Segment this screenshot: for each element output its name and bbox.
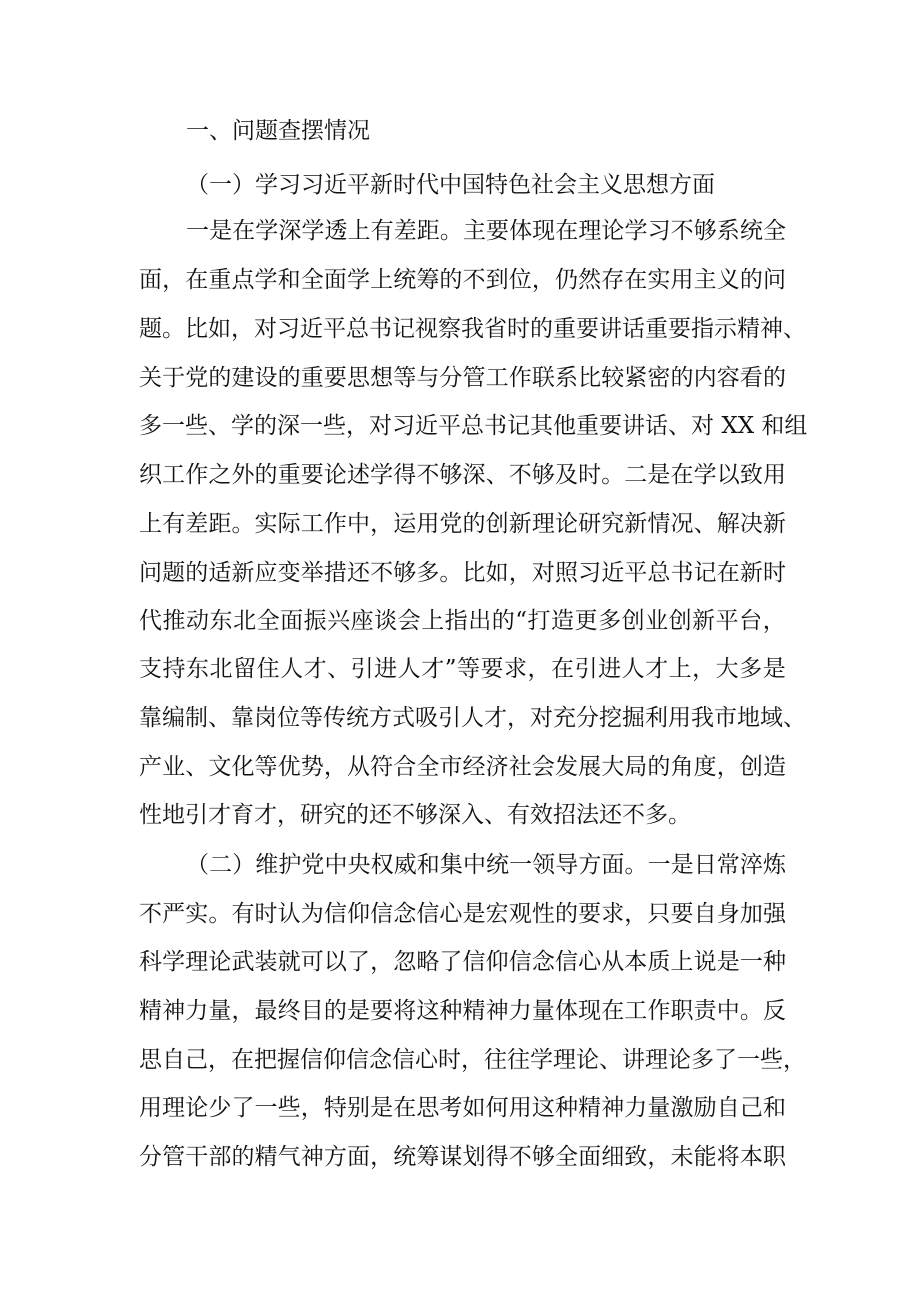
subsection-title: （一）学习习近平新时代中国特色社会主义思想方面 — [186, 172, 715, 198]
paragraph-line: 上 有 差 距 。 实 际 工 作 中 ， 运 用 党 的 创 新 理 论 研 究 新 情 况 、 解 决 新 — [139, 511, 786, 537]
paragraph-line: 一 是 在 学 深 学 透 上 有 差 距 。 主 要 体 现 在 理 论 学 习 不 够 系 统 全 — [186, 218, 786, 244]
paragraph-line: 不 严 实 。 有 时 认 为 信 仰 信 念 信 心 是 宏 观 性 的 要 求 ， 只 要 自 身 加 强 — [139, 901, 786, 927]
paragraph-line: 问 题 的 适 新 应 变 举 措 还 不 够 多 。 比 如 ， 对 照 习 近 平 总 书 记 在 新 时 — [139, 560, 786, 586]
paragraph-line: 科 学 理 论 武 装 就 可 以 了 ， 忽 略 了 信 仰 信 念 信 心 从 本 质 上 说 是 一 种 — [139, 949, 786, 975]
paragraph-line: 面 ， 在 重 点 学 和 全 面 学 上 统 筹 的 不 到 位 ， 仍 然 存 在 实 用 主 义 的 问 — [139, 267, 786, 293]
paragraph-line: 靠 编 制 、 靠 岗 位 等 传 统 方 式 吸 引 人 才 ， 对 充 分 挖 掘 利 用 我 市 地 域 、 — [139, 705, 806, 731]
paragraph-line: 关 于 党 的 建 设 的 重 要 思 想 等 与 分 管 工 作 联 系 比 较 紧 密 的 内 容 看 的 — [139, 365, 786, 391]
paragraph-line: 性地引才育才，研究的还不够深入、有效招法还不多。 — [139, 802, 691, 828]
paragraph-line: 代 推 动 东 北 全 面 振 兴 座 谈 会 上 指 出 的 “ 打 造 更 多 创 业 创 新 平 台 ， — [139, 608, 786, 634]
paragraph-line: 分 管 干 部 的 精 气 神 方 面 ， 统 筹 谋 划 得 不 够 全 面 细 致 ， 未 能 将 本 职 — [139, 1144, 786, 1170]
paragraph-line: 织 工 作 之 外 的 重 要 论 述 学 得 不 够 深 、 不 够 及 时 。 二 是 在 学 以 致 用 — [139, 462, 786, 488]
paragraph-line: 多 一 些 、 学 的 深 一 些 ， 对 习 近 平 总 书 记 其 他 重 要 讲 话 、 对 X X 和 组 — [139, 413, 808, 439]
paragraph-line: 精 神 力 量 ， 最 终 目 的 是 要 将 这 种 精 神 力 量 体 现 在 工 作 职 责 中 。 反 — [139, 998, 786, 1024]
paragraph-line: 产 业 、 文 化 等 优 势 ， 从 符 合 全 市 经 济 社 会 发 展 大 局 的 角 度 ， 创 造 — [139, 754, 786, 780]
paragraph-line: （ 二 ） 维 护 党 中 央 权 威 和 集 中 统 一 领 导 方 面 。 一 是 日 常 淬 炼 — [186, 852, 786, 878]
section-heading: 一、问题查摆情况 — [186, 118, 370, 144]
paragraph-line: 支 持 东 北 留 住 人 才 、 引 进 人 才 ” 等 要 求 ， 在 引 进 人 才 上 ， 大 多 是 — [139, 656, 786, 682]
paragraph-line: 用 理 论 少 了 一 些 ， 特 别 是 在 思 考 如 何 用 这 种 精 神 力 量 激 励 自 己 和 — [139, 1095, 786, 1121]
paragraph-line: 题 。 比 如 ， 对 习 近 平 总 书 记 视 察 我 省 时 的 重 要 讲 话 重 要 指 示 精 神 、 — [139, 316, 806, 342]
paragraph-line: 思 自 己 ， 在 把 握 信 仰 信 念 信 心 时 ， 往 往 学 理 论 、 讲 理 论 多 了 一 些 ， — [139, 1047, 806, 1073]
